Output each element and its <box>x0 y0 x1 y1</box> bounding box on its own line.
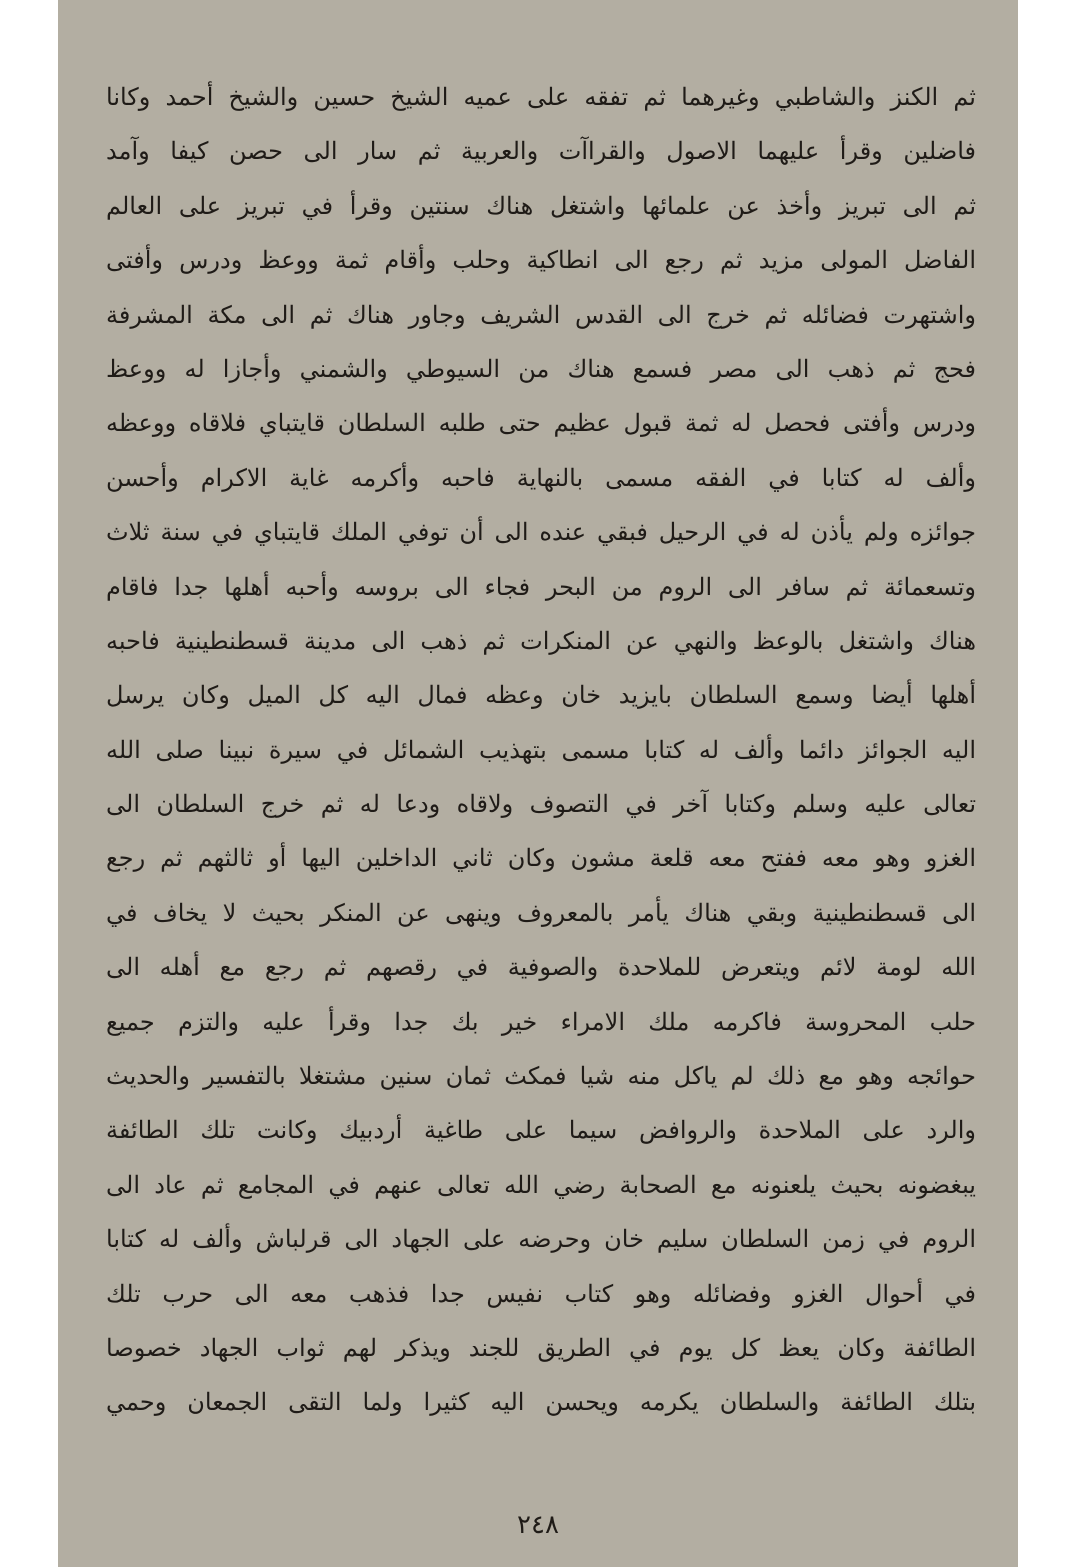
body-text <box>106 70 976 1430</box>
text-line: الروم في زمن السلطان سليم خان وحرضه على الجهاد الى قرلباش وألف له كتابا <box>106 1225 976 1254</box>
text-line: الطائفة وكان يعظ كل يوم في الطريق للجند ويذكر لهم ثواب الجهاد خصوصا <box>106 1333 976 1362</box>
text-line: حوائجه وهو مع ذلك لم ياكل منه شيا فمكث ثمان سنين مشتغلا بالتفسير والحديث <box>106 1062 976 1091</box>
text-line: واشتهرت فضائله ثم خرج الى القدس الشريف وجاور هناك ثم الى مكة المشرفة <box>106 300 976 329</box>
text-line: فاضلين وقرأ عليهما الاصول والقراآت والعربية ثم سار الى حصن كيفا وآمد <box>106 137 976 166</box>
text-line: ودرس وأفتى فحصل له ثمة قبول عظيم حتى طلبه السلطان قايتباي فلاقاه ووعظه <box>106 409 976 438</box>
text-line: تعالى عليه وسلم وكتابا آخر في التصوف ولاقاه ودعا له ثم خرج السلطان الى <box>106 790 976 819</box>
text-line: حلب المحروسة فاكرمه ملك الامراء خير بك جدا وقرأ عليه والتزم جميع <box>106 1007 976 1036</box>
page-number: ٢٤٨ <box>517 1510 559 1540</box>
text-line: بتلك الطائفة والسلطان يكرمه ويحسن اليه كثيرا ولما التقى الجمعان وحمي <box>106 1388 976 1417</box>
text-line: جوائزه ولم يأذن له في الرحيل فبقي عنده الى أن توفي الملك قايتباي في سنة ثلاث <box>106 518 976 547</box>
text-line: هناك واشتغل بالوعظ والنهي عن المنكرات ثم ذهب الى مدينة قسطنطينية فاحبه <box>106 626 976 655</box>
book-page <box>58 0 1018 1567</box>
text-line: والرد على الملاحدة والروافض سيما على طاغية أردبيك وكانت تلك الطائفة <box>106 1116 976 1145</box>
text-line: الله لومة لائم ويتعرض للملاحدة والصوفية في رقصهم ثم رجع مع أهله الى <box>106 953 976 982</box>
text-line: ثم الى تبريز وأخذ عن علمائها واشتغل هناك سنتين وقرأ في تبريز على العالم <box>106 191 976 220</box>
text-line: الفاضل المولى مزيد ثم رجع الى انطاكية وحلب وأقام ثمة ووعظ ودرس وأفتى <box>106 246 976 275</box>
text-line: فحج ثم ذهب الى مصر فسمع هناك من السيوطي والشمني وأجازا له ووعظ <box>106 354 976 383</box>
text-line: أهلها أيضا وسمع السلطان بايزيد خان وعظه فمال اليه كل الميل وكان يرسل <box>106 681 976 710</box>
text-line: الى قسطنطينية وبقي هناك يأمر بالمعروف وينهى عن المنكر بحيث لا يخاف في <box>106 898 976 927</box>
text-line: الغزو وهو معه ففتح معه قلعة مشون وكان ثاني الداخلين اليها أو ثالثهم ثم رجع <box>106 844 976 873</box>
text-line: يبغضونه بحيث يلعنونه مع الصحابة رضي الله تعالى عنهم في المجامع ثم عاد الى <box>106 1170 976 1199</box>
text-line: اليه الجوائز دائما وألف له كتابا مسمى بتهذيب الشمائل في سيرة نبينا صلى الله <box>106 735 976 764</box>
text-line: في أحوال الغزو وفضائله وهو كتاب نفيس جدا فذهب معه الى حرب تلك <box>106 1279 976 1308</box>
text-line: وألف له كتابا في الفقه مسمى بالنهاية فاحبه وأكرمه غاية الاكرام وأحسن <box>106 463 976 492</box>
text-line: ثم الكنز والشاطبي وغيرهما ثم تفقه على عميه الشيخ حسين والشيخ أحمد وكانا <box>106 83 976 111</box>
text-line: وتسعمائة ثم سافر الى الروم من البحر فجاء الى بروسه وأحبه أهلها جدا فاقام <box>106 572 976 601</box>
